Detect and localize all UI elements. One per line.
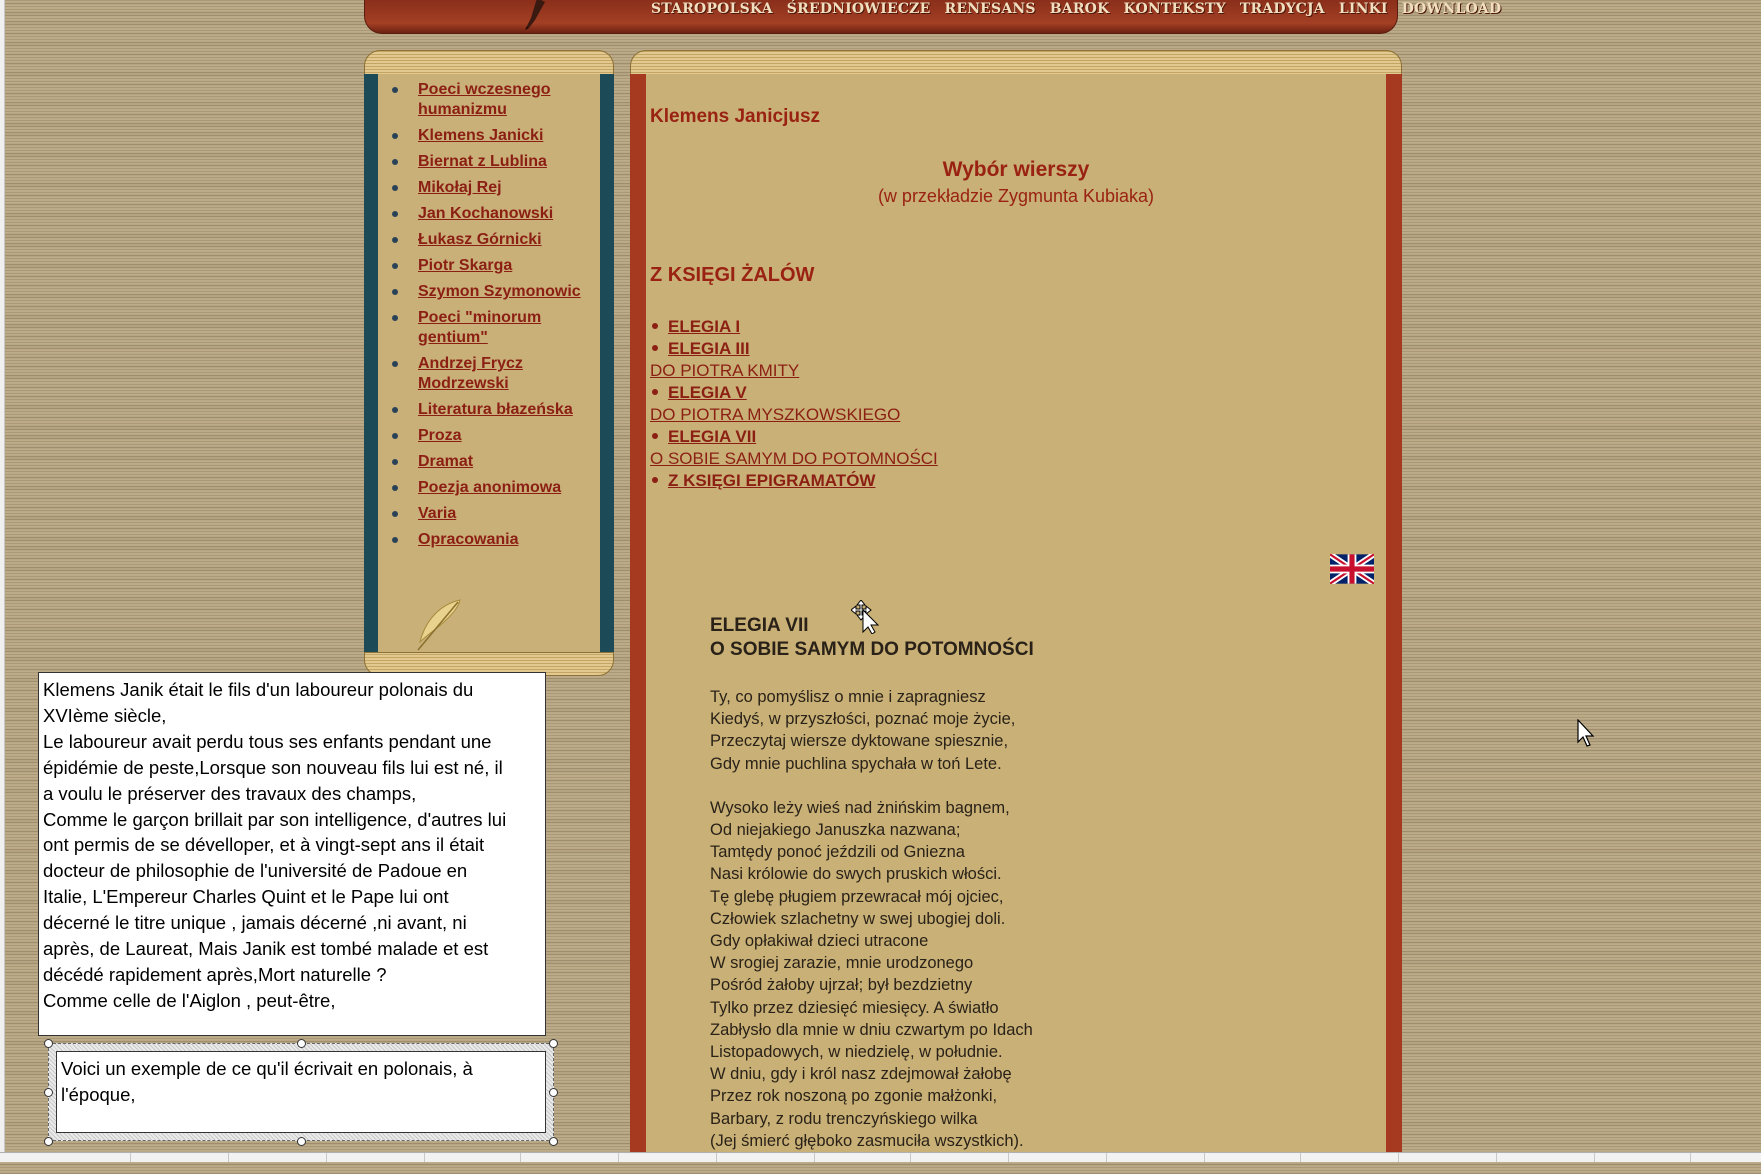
bullet bbox=[652, 433, 658, 439]
topnav-linki[interactable]: LINKI bbox=[1338, 1, 1388, 17]
textbox-line: a voulu le préserver des travaux des champs, bbox=[43, 782, 417, 804]
poem-stanza-2 bbox=[710, 797, 1033, 1152]
leftnav-link-mikolaj-rej[interactable]: Mikołaj Rej bbox=[418, 179, 502, 196]
leftnav-item bbox=[386, 282, 596, 302]
textbox-line: XVIème siècle, bbox=[43, 704, 167, 726]
resize-handle-top-left[interactable] bbox=[44, 1039, 53, 1048]
poem-line: Zabłysło dla mnie w dniu czwartym po Idach bbox=[710, 1020, 1033, 1039]
leftnav-link-proza[interactable]: Proza bbox=[418, 427, 462, 444]
leftnav-item bbox=[386, 256, 596, 276]
toc-row bbox=[650, 338, 938, 360]
poem-line: Gdy mnie puchlina spychała w toń Lete. bbox=[710, 754, 1002, 773]
bullet bbox=[652, 477, 658, 483]
selection-title: Wybór wierszy bbox=[942, 158, 1090, 181]
move-cursor-icon bbox=[851, 600, 883, 634]
textbox-line: après, de Laureat, Mais Janik est tombé malade et est bbox=[43, 938, 489, 960]
topnav-staropolska[interactable]: STAROPOLSKA bbox=[651, 1, 773, 17]
leftnav-link-biernat-z-lublina[interactable]: Biernat z Lublina bbox=[418, 153, 547, 170]
leftnav-item bbox=[386, 478, 596, 498]
poem-stanza-1 bbox=[710, 686, 1033, 775]
poem-line: Pośród żałoby ujrzał; był bezdzietny bbox=[710, 976, 973, 995]
quill-logo-icon bbox=[515, 0, 549, 30]
author-heading: Klemens Janicjusz bbox=[650, 106, 821, 127]
leftnav-link-poeci-minorum-gentium[interactable]: Poeci "minorum gentium" bbox=[418, 309, 542, 346]
example-textbox[interactable] bbox=[56, 1051, 546, 1133]
main-content-panel bbox=[630, 50, 1402, 1161]
section-heading: Z KSIĘGI ŻALÓW bbox=[650, 264, 815, 286]
bullet bbox=[652, 345, 658, 351]
topnav-download[interactable]: DOWNLOAD bbox=[1401, 1, 1502, 17]
resize-handle-bottom-left[interactable] bbox=[44, 1137, 53, 1146]
leftnav-link-piotr-skarga[interactable]: Piotr Skarga bbox=[418, 257, 513, 274]
bullet bbox=[652, 323, 658, 329]
poem-line: Listopadowych, w niedzielę, w południe. bbox=[710, 1043, 1003, 1062]
leftnav-item bbox=[386, 530, 596, 550]
resize-handle-bottom-right[interactable] bbox=[549, 1137, 558, 1146]
leftnav-link-lukasz-gornicki[interactable]: Łukasz Górnicki bbox=[418, 231, 542, 248]
poem-line: Wysoko leży wieś nad żnińskim bagnem, bbox=[710, 798, 1010, 817]
resize-handle-middle-left[interactable] bbox=[44, 1088, 53, 1097]
left-panel-cap bbox=[364, 50, 614, 76]
poem-line: Ty, co pomyślisz o mnie i zapragniesz bbox=[710, 688, 986, 706]
toc-link-elegia-vii[interactable]: ELEGIA VII bbox=[668, 427, 757, 446]
bullet bbox=[652, 389, 658, 395]
leftnav-link-jan-kochanowski[interactable]: Jan Kochanowski bbox=[418, 205, 554, 222]
poem-index bbox=[650, 316, 938, 492]
poem-line: W srogiej zarazie, mnie urodzonego bbox=[710, 954, 974, 973]
leftnav-link-poeci-wczesnego-humanizmu[interactable]: Poeci wczesnego humanizmu bbox=[418, 81, 551, 118]
poem-line: Człowiek szlachetny w swej ubogiej doli. bbox=[710, 909, 1006, 928]
toc-row bbox=[650, 470, 938, 492]
leftnav-link-literatura-blazenska[interactable]: Literatura błazeńska bbox=[418, 401, 573, 418]
left-nav-panel bbox=[364, 50, 614, 676]
leftnav-item bbox=[386, 308, 596, 348]
toc-link-do-piotra-myszkowskiego[interactable]: DO PIOTRA MYSZKOWSKIEGO bbox=[650, 405, 901, 424]
poem-line: Tamtędy ponoć jeździli od Gniezna bbox=[710, 843, 965, 862]
resize-handle-top-right[interactable] bbox=[549, 1039, 558, 1048]
resize-handle-top-middle[interactable] bbox=[297, 1039, 306, 1048]
poem-text bbox=[710, 686, 1033, 1174]
leftnav-item bbox=[386, 152, 596, 172]
topnav-konteksty[interactable]: KONTEKSTY bbox=[1123, 1, 1226, 17]
poem-title-line-2: O SOBIE SAMYM DO POTOMNOŚCI bbox=[710, 639, 1034, 660]
top-navigation bbox=[651, 1, 1515, 17]
topnav-tradycja[interactable]: TRADYCJA bbox=[1239, 1, 1325, 17]
leftnav-link-szymon-szymonowic[interactable]: Szymon Szymonowic bbox=[418, 283, 581, 300]
leftnav-link-andrzej-frycz-modrzewski[interactable]: Andrzej Frycz Modrzewski bbox=[418, 355, 523, 392]
toc-row bbox=[650, 360, 938, 382]
leftnav-item bbox=[386, 204, 596, 224]
leftnav-item bbox=[386, 126, 596, 146]
arrow-cursor-icon bbox=[1577, 719, 1597, 749]
poem-line: W dniu, gdy i król nasz zdejmował żałobę bbox=[710, 1065, 1012, 1084]
leftnav-item bbox=[386, 504, 596, 524]
leftnav-item bbox=[386, 230, 596, 250]
resize-handle-bottom-middle[interactable] bbox=[297, 1137, 306, 1146]
topnav-sredniowiecze[interactable]: ŚREDNIOWIECZE bbox=[786, 1, 931, 17]
toc-row bbox=[650, 426, 938, 448]
leftnav-item bbox=[386, 426, 596, 446]
toc-link-o-sobie-samym[interactable]: O SOBIE SAMYM DO POTOMNOŚCI bbox=[650, 449, 938, 468]
toc-row bbox=[650, 404, 938, 426]
leftnav-link-opracowania[interactable]: Opracowania bbox=[418, 531, 519, 548]
spreadsheet-row-header-strip bbox=[0, 0, 5, 1161]
main-panel-cap bbox=[630, 50, 1402, 76]
toc-row bbox=[650, 316, 938, 338]
leftnav-item bbox=[386, 354, 596, 394]
toc-link-elegia-iii[interactable]: ELEGIA III bbox=[668, 339, 750, 358]
textbox-line: épidémie de peste,Lorsque son nouveau fils lui est né, il bbox=[43, 756, 503, 778]
textbox-line: Voici un exemple de ce qu'il écrivait en polonais, à bbox=[61, 1058, 473, 1079]
poem-line: Kiedyś, w przyszłości, poznać moje życie, bbox=[710, 710, 1016, 729]
poem-line: Tę glebę pługiem przewracał mój ojciec, bbox=[710, 887, 1004, 906]
author-list bbox=[386, 80, 596, 556]
feather-icon bbox=[412, 598, 464, 654]
poem-line: Nasi królowie do swych pruskich włości. bbox=[710, 865, 1002, 884]
textbox-line: décerné le titre unique , jamais décerné ,ni avant, ni bbox=[43, 912, 467, 934]
toc-row bbox=[650, 382, 938, 404]
resize-handle-middle-right[interactable] bbox=[549, 1088, 558, 1097]
poem-line: Przez rok noszoną po zgonie małżonki, bbox=[710, 1087, 998, 1106]
toc-link-elegia-v[interactable]: ELEGIA V bbox=[668, 383, 747, 402]
toc-row bbox=[650, 448, 938, 470]
poem-line: Przeczytaj wiersze dyktowane spiesznie, bbox=[710, 732, 1009, 751]
toc-link-do-piotra-kmity[interactable]: DO PIOTRA KMITY bbox=[650, 361, 800, 380]
textbox-line: Le laboureur avait perdu tous ses enfants pendant une bbox=[43, 730, 492, 752]
poem-title-line-1: ELEGIA VII bbox=[710, 615, 809, 636]
textbox-line: docteur de philosophie de l'université de Padoue en bbox=[43, 860, 468, 882]
poem-line: Od niejakiego Januszka nazwana; bbox=[710, 821, 961, 840]
poem-line: Barbary, z rodu trenczyńskiego wilka bbox=[710, 1109, 978, 1128]
textbox-line: décédé rapidement après,Mort naturelle ? bbox=[43, 963, 387, 985]
leftnav-link-poezja-anonimowa[interactable]: Poezja anonimowa bbox=[418, 479, 562, 496]
textbox-line: ont permis de se dévelloper, et à vingt-sept ans il était bbox=[43, 834, 485, 856]
topnav-barok[interactable]: BAROK bbox=[1049, 1, 1110, 17]
textbox-line: Comme celle de l'Aiglon , peut-être, bbox=[43, 989, 336, 1011]
leftnav-item bbox=[386, 400, 596, 420]
poem-line: (Jej śmierć głęboko zasmuciła wszystkich). bbox=[710, 1131, 1024, 1150]
top-banner bbox=[364, 0, 1502, 34]
leftnav-item bbox=[386, 80, 596, 120]
selected-textbox-frame[interactable] bbox=[48, 1043, 554, 1141]
toc-link-z-ksiegi-epigramatow[interactable]: Z KSIĘGI EPIGRAMATÓW bbox=[668, 471, 876, 490]
leftnav-link-klemens-janicki[interactable]: Klemens Janicki bbox=[418, 127, 544, 144]
leftnav-link-dramat[interactable]: Dramat bbox=[418, 453, 474, 470]
textbox-line: Klemens Janik était le fils d'un laboureur polonais du bbox=[43, 679, 474, 700]
topnav-renesans[interactable]: RENESANS bbox=[944, 1, 1036, 17]
textbox-line: Italie, L'Empereur Charles Quint et le Pape lui ont bbox=[43, 886, 449, 908]
leftnav-item bbox=[386, 452, 596, 472]
selection-subtitle: (w przekładzie Zygmunta Kubiaka) bbox=[877, 186, 1155, 206]
leftnav-link-varia[interactable]: Varia bbox=[418, 505, 457, 522]
uk-flag-icon[interactable] bbox=[1330, 554, 1374, 584]
textbox-line: Comme le garçon brillait par son intelligence, d'autres lui bbox=[43, 808, 507, 830]
toc-link-elegia-i[interactable]: ELEGIA I bbox=[668, 317, 741, 336]
biography-textbox[interactable] bbox=[38, 672, 546, 1036]
leftnav-item bbox=[386, 178, 596, 198]
poem-line: Tylko przez dziesięć miesięcy. A światło bbox=[710, 998, 999, 1017]
poem-line: Gdy opłakiwał dzieci utracone bbox=[710, 932, 929, 951]
textbox-line: l'époque, bbox=[61, 1083, 136, 1105]
